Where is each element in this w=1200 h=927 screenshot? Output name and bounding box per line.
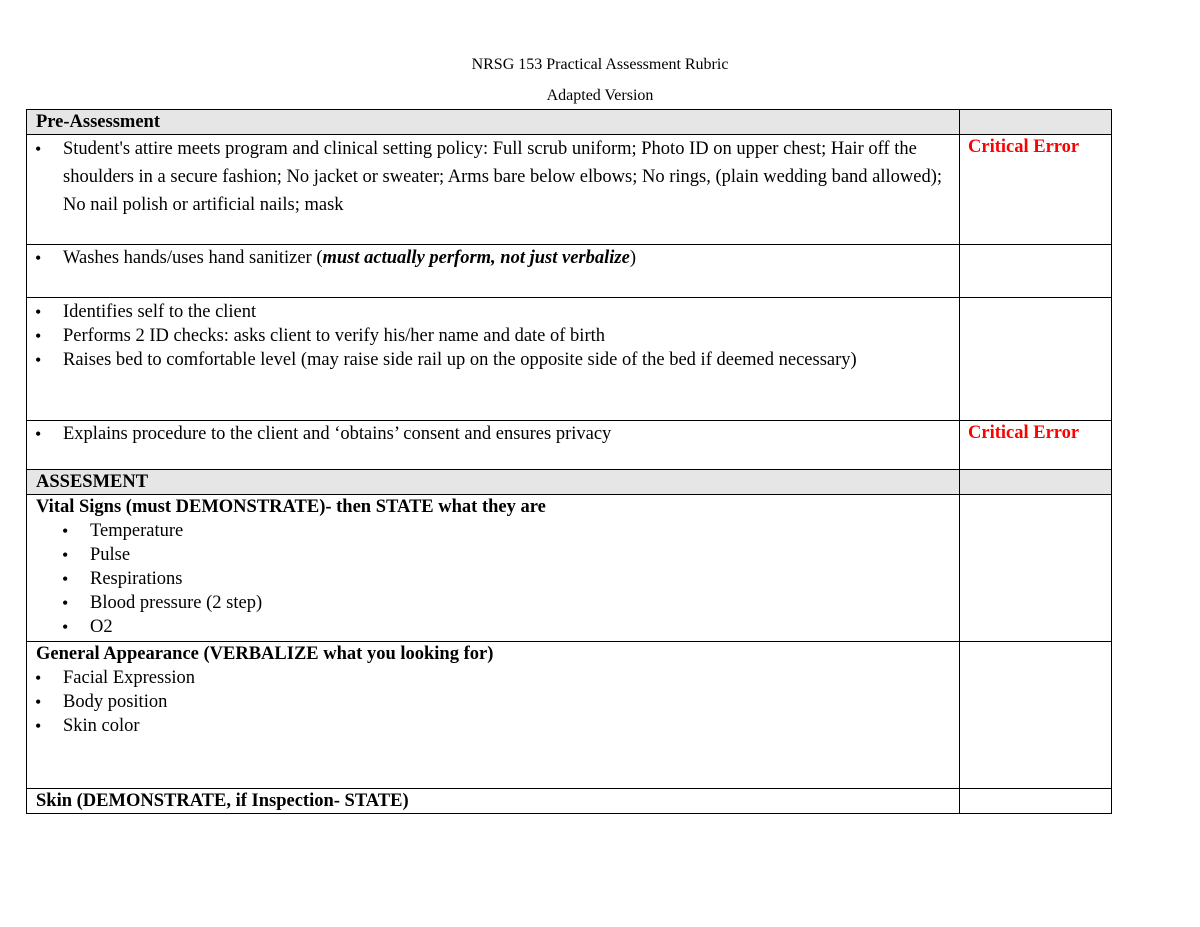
general-appearance-cell: [27, 642, 960, 789]
hand-hygiene-prefix: Washes hands/uses hand sanitizer (: [63, 248, 323, 268]
rubric-table: [26, 109, 1112, 814]
list-item: • Explains procedure to the client and ‘obtains’ consent and ensures privacy: [27, 422, 959, 446]
table-row: [27, 495, 1112, 642]
table-row: [27, 245, 1112, 298]
skin-cell: [27, 789, 960, 814]
general-appearance-label: General Appearance (VERBALIZE what you looking for): [36, 644, 494, 664]
list-item: • Temperature: [27, 519, 959, 543]
vital-signs-cell: [27, 495, 960, 642]
assessment-header: ASSESMENT: [27, 470, 960, 495]
critical-error-label: Critical Error: [968, 137, 1080, 157]
hand-hygiene-suffix: ): [629, 248, 636, 268]
list-item: • Performs 2 ID checks: asks client to verify his/her name and date of birth: [27, 324, 959, 348]
vital-signs-list: [27, 519, 959, 639]
document-subtitle: Adapted Version: [546, 87, 654, 104]
table-row: [27, 642, 1112, 789]
list-item: • Blood pressure (2 step): [27, 591, 959, 615]
section-header-row: [27, 110, 1112, 135]
consent-list: [27, 421, 959, 446]
general-appearance-flag-cell: [960, 642, 1112, 789]
hand-hygiene-cell: [27, 245, 960, 298]
table-row: [27, 421, 1112, 470]
list-item: • Identifies self to the client: [27, 300, 959, 324]
hand-hygiene-list: [27, 245, 959, 270]
section-header-row: [27, 470, 1112, 495]
skin-label: Skin (DEMONSTRATE, if Inspection- STATE): [36, 791, 409, 811]
list-item: • Respirations: [27, 567, 959, 591]
general-appearance-list: [27, 666, 959, 738]
identification-cell: [27, 298, 960, 421]
table-row: [27, 135, 1112, 245]
assessment-header-flag-cell: [960, 470, 1112, 495]
list-item: • Pulse: [27, 543, 959, 567]
document-title: NRSG 153 Practical Assessment Rubric: [471, 56, 729, 73]
list-item: • Body position: [27, 690, 959, 714]
hand-hygiene-emphasis: must actually perform, not just verbalize: [322, 248, 630, 268]
list-item: [27, 246, 959, 270]
list-item: • Raises bed to comfortable level (may raise side rail up on the opposite side of the bed if deemed necessary): [27, 348, 959, 372]
identification-list: [27, 298, 959, 372]
list-item: • Student's attire meets program and clinical setting policy: Full scrub uniform; Photo ID on upper chest; Hair off the shoulders in a secure fashion; No jacket or sweater; Arms bare below elbows; No rings, (plain wedding band allowed); No nail polish or artificial nails; mask: [27, 135, 959, 219]
attire-cell: [27, 135, 960, 245]
consent-flag-cell: [960, 421, 1112, 470]
attire-list: [27, 135, 959, 219]
consent-cell: [27, 421, 960, 470]
vital-signs-label: Vital Signs (must DEMONSTRATE)- then STATE what they are: [36, 497, 546, 517]
list-item: • O2: [27, 615, 959, 639]
identification-flag-cell: [960, 298, 1112, 421]
list-item: • Skin color: [27, 714, 959, 738]
vital-signs-flag-cell: [960, 495, 1112, 642]
list-item: • Facial Expression: [27, 666, 959, 690]
critical-error-label: Critical Error: [968, 423, 1080, 443]
hand-hygiene-flag-cell: [960, 245, 1112, 298]
skin-flag-cell: [960, 789, 1112, 814]
pre-assessment-header: Pre-Assessment: [27, 110, 960, 135]
pre-assessment-header-flag-cell: [960, 110, 1112, 135]
attire-flag-cell: [960, 135, 1112, 245]
table-row: [27, 298, 1112, 421]
table-row: [27, 789, 1112, 814]
